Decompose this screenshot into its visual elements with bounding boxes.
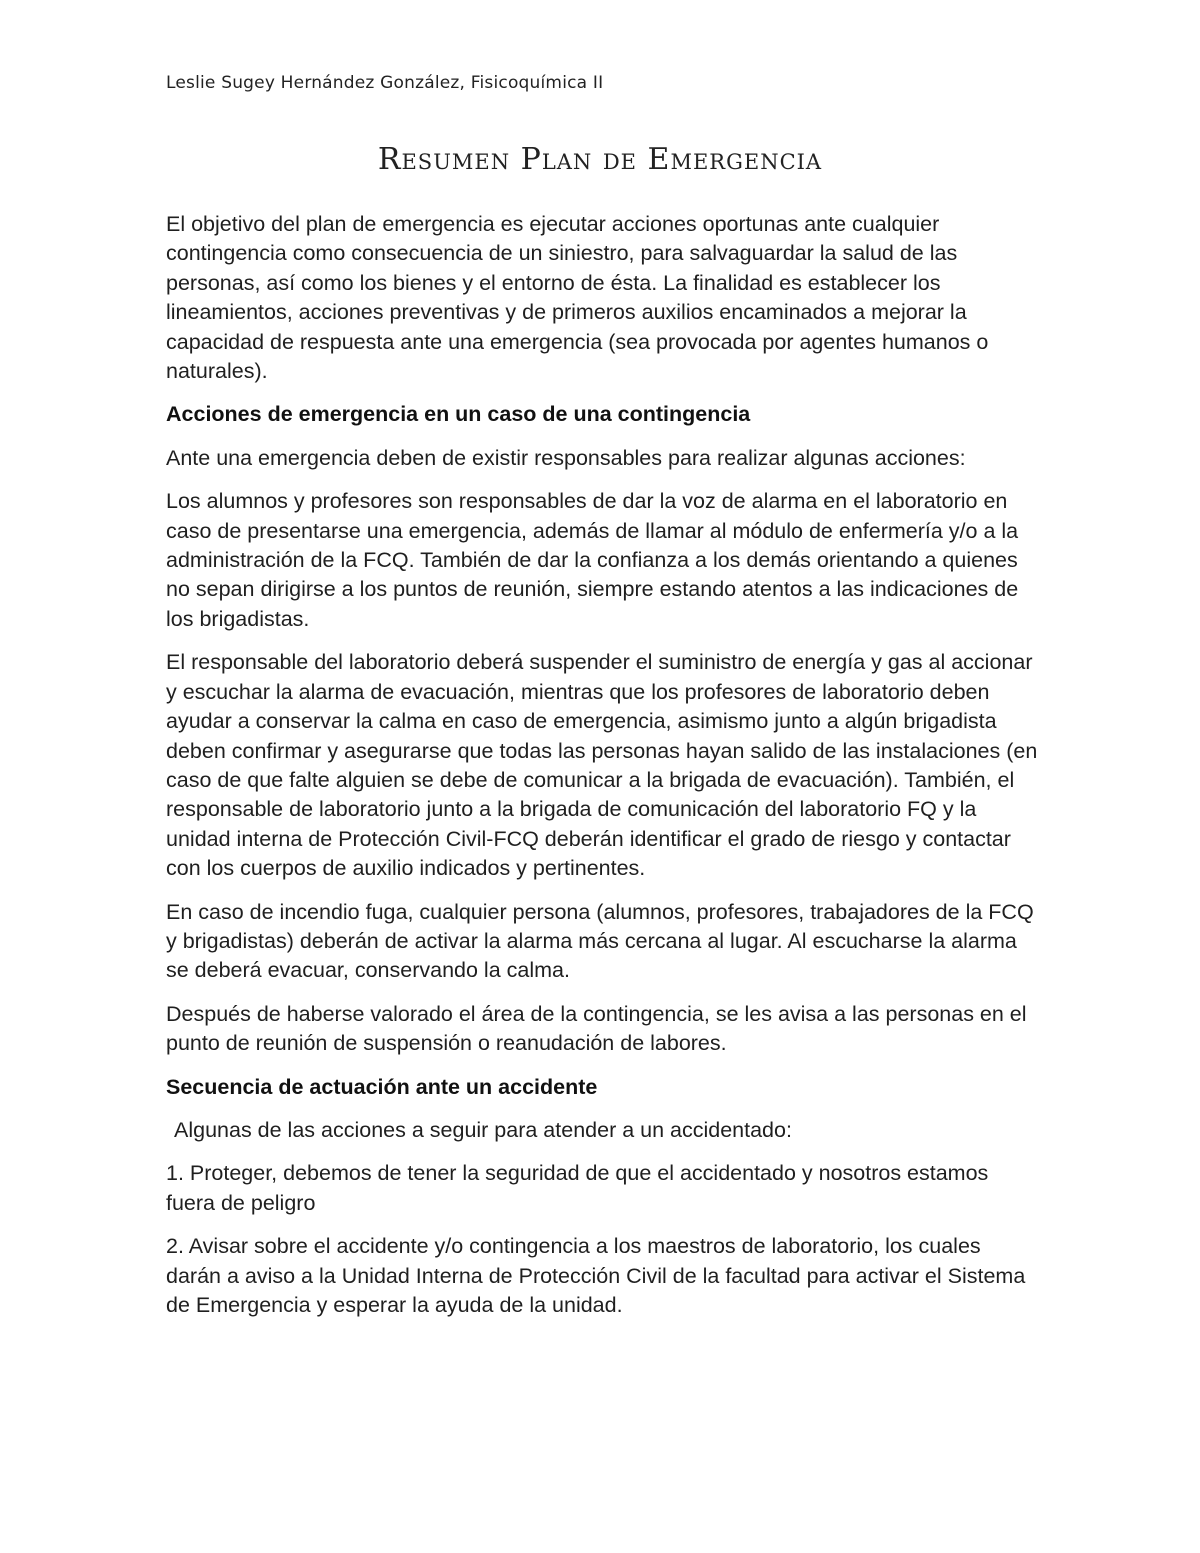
author-header: Leslie Sugey Hernández González, Fisicoquímica II	[166, 73, 604, 93]
body-paragraph: El responsable del laboratorio deberá suspender el suministro de energía y gas al accionar y escuchar la alarma de evacuación, mientras que los profesores de laboratorio deben ayudar a conservar la calma en caso de emergencia, asimismo junto a algún brigadista deben confirmar y asegurarse que todas las personas hayan salido de las instalaciones (en caso de que falte alguien se debe de comunicar a la brigada de evacuación). También, el responsable de laboratorio junto a la brigada de comunicación del laboratorio FQ y la unidad interna de Protección Civil-FCQ deberán identificar el grado de riesgo y contactar con los cuerpos de auxilio indicados y pertinentes.	[166, 650, 1038, 881]
intro-paragraph: El objetivo del plan de emergencia es ejecutar acciones oportunas ante cualquier contingencia como consecuencia de un siniestro, para salvaguardar la salud de las personas, así como los bienes y el entorno de ésta. La finalidad es establecer los lineamientos, acciones preventivas y de primeros auxilios encaminados a mejorar la capacidad de respuesta ante una emergencia (sea provocada por agentes humanos o naturales).	[166, 212, 989, 384]
list-item: 1. Proteger, debemos de tener la seguridad de que el accidentado y nosotros estamos fuera de peligro	[166, 1161, 989, 1215]
section-heading-emergency-actions: Acciones de emergencia en un caso de una contingencia	[166, 402, 751, 427]
body-paragraph: En caso de incendio fuga, cualquier persona (alumnos, profesores, trabajadores de la FCQ y brigadistas) deberán de activar la alarma más cercana al lugar. Al escucharse la alarma se deberá evacuar, conservando la calma.	[166, 899, 1034, 983]
document-title: Resumen Plan de Emergencia	[377, 142, 823, 177]
body-paragraph: Después de haberse valorado el área de la contingencia, se les avisa a las personas en el punto de reunión de suspensión o reanudación de labores.	[166, 1001, 1027, 1056]
body-paragraph: Algunas de las acciones a seguir para atender a un accidentado:	[174, 1117, 792, 1142]
document-body	[166, 210, 1038, 1334]
list-item: 2. Avisar sobre el accidente y/o contingencia a los maestros de laboratorio, los cuales darán a aviso a la Unidad Interna de Protección Civil de la facultad para activar el Sistema de Emergencia y esperar la ayuda de la unidad.	[166, 1234, 1026, 1317]
body-paragraph: Los alumnos y profesores son responsables de dar la voz de alarma en el laboratorio en caso de presentarse una emergencia, además de llamar al módulo de enfermería y/o a la administración de la FCQ. También de dar la confianza a los demás orientando a quienes no sepan dirigirse a los puntos de reunión, siempre estando atentos a las indicaciones de los brigadistas.	[166, 489, 1019, 631]
body-paragraph: Ante una emergencia deben de existir responsables para realizar algunas acciones:	[166, 445, 966, 470]
section-heading-accident-sequence: Secuencia de actuación ante un accidente	[166, 1074, 598, 1099]
